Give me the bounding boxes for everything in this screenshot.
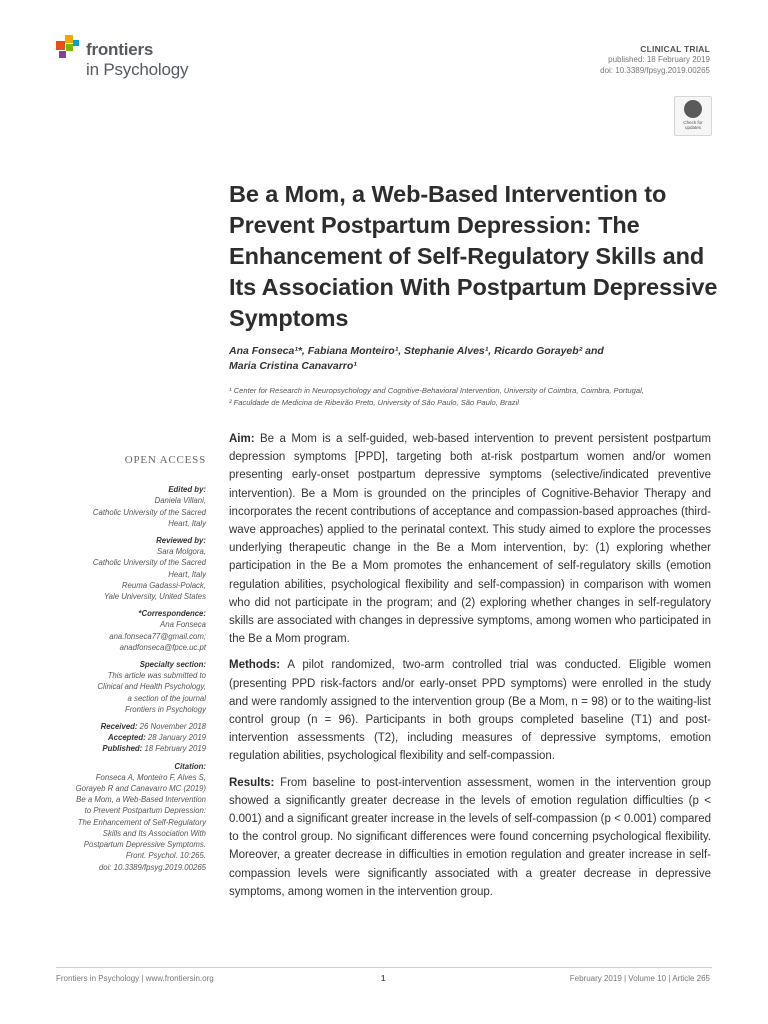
article-dates — [52, 721, 206, 755]
affiliations — [229, 385, 719, 409]
citation-line: Postpartum Depressive Symptoms. — [83, 840, 206, 850]
edited-by-line: Daniela Villani, — [154, 496, 206, 506]
edited-by-label: Edited by: — [168, 485, 206, 495]
results-label: Results: — [229, 776, 275, 789]
citation-line: Gorayeb R and Canavarro MC (2019) — [75, 784, 206, 794]
affiliation-1: ¹ Center for Research in Neuropsychology and Cognitive-Behavioral Intervention, University of Coimbra, Coimbra, Portugal, — [229, 386, 644, 395]
correspondence-email-link[interactable]: anadfonseca@fpce.uc.pt — [119, 642, 206, 652]
specialty-line: a section of the journal — [127, 693, 206, 703]
journal-logo[interactable] — [56, 33, 206, 83]
affiliation-2: ² Faculdade de Medicina de Ribeirão Preto, University of São Paulo, São Paulo, Brazil — [229, 398, 519, 407]
correspondence-label: *Correspondence: — [138, 609, 206, 619]
citation-label: Citation: — [174, 761, 206, 771]
published-date-sidebar: Published: 18 February 2019 — [102, 744, 206, 754]
authors-line-1[interactable]: Ana Fonseca¹*, Fabiana Monteiro¹, Stephanie Alves¹, Ricardo Gorayeb² and — [229, 345, 604, 357]
check-for-updates-icon — [684, 100, 702, 118]
aim-text: Be a Mom is a self-guided, web-based intervention to prevent persistent postpartum depression symptoms [PPD], targeting both at-risk postpartum women and/or women presenting early-onset postpartum depressive symptoms (selective/indicated preventive intervention). Be a Mom is grounded on the principles of Cognitive-Behavior Therapy and incorporates the recent contributions of acceptance and compassion-based approaches (third-wave approaches) applied to the perinatal context. This study aimed to explore the processes underlying therapeutic change in the Be a Mom intervention, by: (1) exploring whether participation in the Be a Mom promotes the enhancement of self-regulatory skills (emotion regulation abilities, psychological flexibility and self-compassion) in comparison with women who did not participate in the program; and (2) exploring whether changes in self-regulatory skills are associated with changes in depressive symptoms, among women who participated in the Be a Mom program. — [229, 433, 711, 646]
check-for-updates-button[interactable] — [674, 96, 712, 136]
authors-line-2[interactable]: Maria Cristina Canavarro¹ — [229, 360, 357, 372]
edited-by-line: Catholic University of the Sacred — [92, 507, 206, 517]
abstract-methods — [229, 656, 711, 765]
abstract-results — [229, 774, 711, 901]
frontiers-logo-icon — [56, 35, 82, 61]
open-access-label: OPEN ACCESS — [124, 454, 206, 466]
article-sidebar — [52, 455, 206, 873]
logo-wordmark: frontiers — [86, 40, 154, 59]
published-date: published: 18 February 2019 — [608, 55, 710, 64]
specialty-section-label: Specialty section: — [139, 660, 206, 670]
reviewed-by-label: Reviewed by: — [156, 536, 206, 546]
reviewed-by-line: Heart, Italy — [168, 569, 206, 579]
aim-label: Aim: — [229, 433, 255, 445]
article-title: Be a Mom, a Web-Based Intervention to Prevent Postpartum Depression: The Enhancement of Self-Regulatory Skills and Its Association With Postpartum Depressive Symptoms — [229, 181, 718, 331]
citation-line: to Prevent Postpartum Depression: — [84, 806, 206, 816]
citation-line: Fonseca A, Monteiro F, Alves S, — [95, 772, 206, 782]
abstract-aim — [229, 430, 711, 648]
reviewed-by-line: Sara Molgora, — [157, 547, 206, 557]
specialty-line: Frontiers in Psychology — [124, 704, 206, 714]
page-number: 1 — [381, 974, 386, 983]
footer-journal-link[interactable]: Frontiers in Psychology | www.frontiersin.org — [56, 974, 214, 983]
edited-by-line: Heart, Italy — [168, 518, 206, 528]
reviewed-by-line: Catholic University of the Sacred — [92, 558, 206, 568]
footer-divider — [56, 967, 712, 968]
correspondence-name: Ana Fonseca — [160, 620, 206, 630]
methods-text: A pilot randomized, two-arm controlled trial was conducted. Eligible women (presenting PPD risk-factors and/or early-onset PPD symptoms) were enrolled in the study and were randomly assigned to the intervention group (Be a Mom, n = 98) or to the waiting-list control group (n = 96). Participants in both groups completed baseline (T1) and post-intervention assessments (T2), including measures of depressive symptoms, emotion regulation abilities, psychological flexibility and self-compassion. — [229, 659, 711, 763]
citation-doi-link[interactable]: doi: 10.3389/fpsyg.2019.00265 — [98, 862, 206, 872]
article-type: CLINICAL TRIAL — [640, 44, 710, 54]
citation-line: Front. Psychol. 10:265. — [125, 851, 206, 861]
footer-issue-info: February 2019 | Volume 10 | Article 265 — [569, 974, 710, 983]
reviewed-by-line: Yale University, United States — [104, 592, 206, 602]
reviewed-by-line: Reuma Gadassi-Polack, — [121, 580, 206, 590]
author-list — [229, 344, 709, 374]
header-doi[interactable]: doi: 10.3389/fpsyg.2019.00265 — [600, 66, 710, 75]
accepted-date: Accepted: 28 January 2019 — [108, 733, 206, 743]
results-text: From baseline to post-intervention assessment, women in the intervention group showed a significantly greater decrease in the levels of emotion regulation difficulties (p < 0.001) and a significant greater increase in the levels of self-compassion (p < 0.001) compared to the control group. No significant differences were found concerning psychological flexibility. Moreover, a greater decrease in difficulties in emotion regulation and greater increase in self-compassion levels were significantly associated with a greater decrease in depressive symptoms, among women in the intervention group. — [229, 776, 711, 898]
citation-line: The Enhancement of Self-Regulatory — [77, 817, 206, 827]
abstract — [229, 430, 711, 909]
citation-line: Be a Mom, a Web-Based Intervention — [76, 795, 206, 805]
specialty-line: Clinical and Health Psychology, — [97, 682, 206, 692]
methods-label: Methods: — [229, 659, 281, 672]
citation-line: Skills and Its Association With — [102, 828, 206, 838]
received-date: Received: 26 November 2018 — [100, 722, 206, 732]
specialty-line: This article was submitted to — [107, 671, 206, 681]
check-for-updates-label: Check for updates — [683, 120, 703, 130]
logo-journal-name: in Psychology — [86, 60, 189, 79]
correspondence-email-link[interactable]: ana.fonseca77@gmail.com; — [109, 631, 206, 641]
